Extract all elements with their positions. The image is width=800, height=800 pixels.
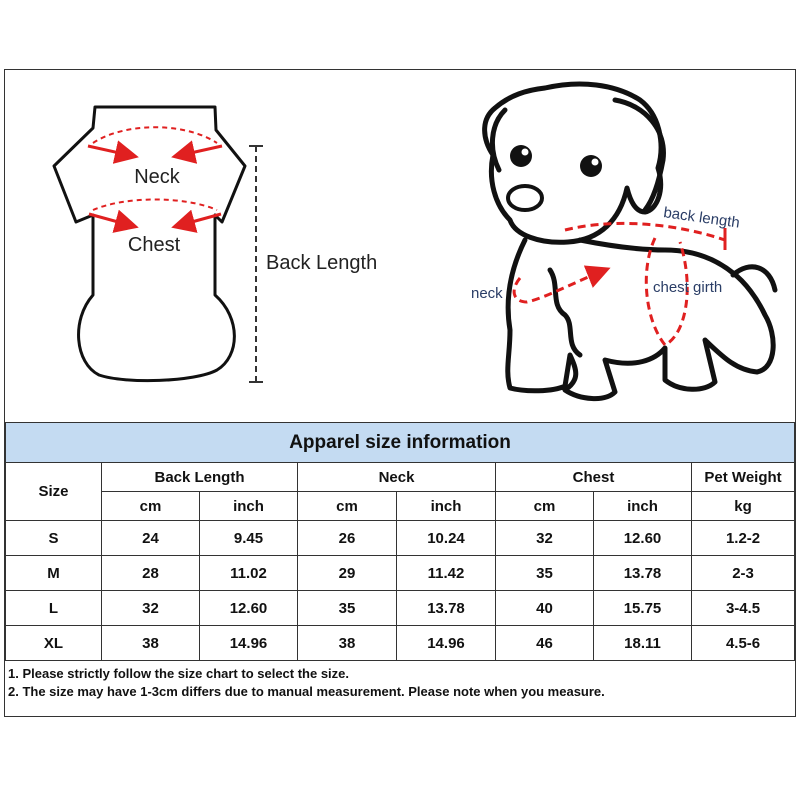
garment-back-length-label: Back Length bbox=[266, 252, 378, 274]
back-length-header: Back Length bbox=[102, 463, 298, 492]
table-cell: 35 bbox=[496, 556, 594, 591]
size-cell: M bbox=[6, 556, 102, 591]
table-cell: 13.78 bbox=[397, 591, 496, 626]
size-table bbox=[5, 422, 795, 661]
table-row bbox=[6, 521, 795, 556]
table-title-row bbox=[6, 423, 795, 463]
unit-header: kg bbox=[692, 492, 795, 521]
size-cell: S bbox=[6, 521, 102, 556]
table-cell: 46 bbox=[496, 626, 594, 661]
table-cell: 12.60 bbox=[594, 521, 692, 556]
size-cell: L bbox=[6, 591, 102, 626]
unit-header: cm bbox=[102, 492, 200, 521]
table-group-header-row bbox=[6, 463, 795, 492]
table-cell: 11.42 bbox=[397, 556, 496, 591]
neck-arrow-right bbox=[177, 146, 222, 156]
illustration-area bbox=[5, 70, 794, 422]
chest-header: Chest bbox=[496, 463, 692, 492]
table-cell: 14.96 bbox=[397, 626, 496, 661]
chest-arrow-left bbox=[89, 214, 133, 226]
dog-eye-left-shine bbox=[522, 149, 529, 156]
garment-neck-label: Neck bbox=[134, 166, 180, 188]
table-cell: 11.02 bbox=[200, 556, 298, 591]
dog-neck-measure bbox=[514, 270, 605, 302]
table-title: Apparel size information bbox=[6, 423, 795, 463]
table-cell: 29 bbox=[298, 556, 397, 591]
pet-weight-header: Pet Weight bbox=[692, 463, 795, 492]
table-cell: 14.96 bbox=[200, 626, 298, 661]
dog-ear-left bbox=[492, 110, 505, 170]
size-cell: XL bbox=[6, 626, 102, 661]
table-unit-header-row bbox=[6, 492, 795, 521]
table-cell: 26 bbox=[298, 521, 397, 556]
size-chart-frame bbox=[4, 69, 796, 717]
dog-back-length-label: back length bbox=[662, 204, 741, 232]
unit-header: inch bbox=[200, 492, 298, 521]
table-cell: 35 bbox=[298, 591, 397, 626]
dog-chest-fur bbox=[550, 270, 580, 355]
neck-measure-line bbox=[93, 127, 217, 143]
dog-nose bbox=[508, 186, 542, 210]
table-cell: 40 bbox=[496, 591, 594, 626]
unit-header: inch bbox=[397, 492, 496, 521]
dog-body-outline bbox=[508, 240, 773, 399]
table-cell: 24 bbox=[102, 521, 200, 556]
table-cell: 18.11 bbox=[594, 626, 692, 661]
dog-eye-left bbox=[510, 145, 532, 167]
table-cell: 10.24 bbox=[397, 521, 496, 556]
neck-arrow-left bbox=[88, 146, 133, 156]
size-column-header: Size bbox=[6, 463, 102, 521]
neck-header: Neck bbox=[298, 463, 496, 492]
measurement-illustration bbox=[5, 70, 794, 422]
table-cell: 12.60 bbox=[200, 591, 298, 626]
table-cell: 32 bbox=[102, 591, 200, 626]
unit-header: cm bbox=[496, 492, 594, 521]
unit-header: inch bbox=[594, 492, 692, 521]
table-cell: 9.45 bbox=[200, 521, 298, 556]
dog-chest-girth-label: chest girth bbox=[653, 279, 723, 296]
dog-eye-right-shine bbox=[592, 159, 599, 166]
table-cell: 28 bbox=[102, 556, 200, 591]
unit-header: cm bbox=[298, 492, 397, 521]
notes-section bbox=[5, 665, 794, 701]
dog-neck-label: neck bbox=[471, 285, 503, 302]
garment-chest-label: Chest bbox=[127, 234, 181, 256]
table-cell: 13.78 bbox=[594, 556, 692, 591]
table-cell: 38 bbox=[298, 626, 397, 661]
table-cell: 3-4.5 bbox=[692, 591, 795, 626]
table-cell: 38 bbox=[102, 626, 200, 661]
table-cell: 1.2-2 bbox=[692, 521, 795, 556]
garment-diagram bbox=[54, 107, 377, 382]
table-cell: 4.5-6 bbox=[692, 626, 795, 661]
table-cell: 32 bbox=[496, 521, 594, 556]
table-row bbox=[6, 556, 795, 591]
dog-drawing bbox=[485, 84, 775, 399]
note-line: 1. Please strictly follow the size chart to select the size. bbox=[8, 666, 350, 681]
table-row bbox=[6, 626, 795, 661]
note-line: 2. The size may have 1-3cm differs due to manual measurement. Please note when you measure. bbox=[8, 684, 605, 699]
table-row bbox=[6, 591, 795, 626]
chest-measure-line bbox=[93, 200, 217, 211]
dog-eye-right bbox=[580, 155, 602, 177]
table-cell: 2-3 bbox=[692, 556, 795, 591]
table-cell: 15.75 bbox=[594, 591, 692, 626]
